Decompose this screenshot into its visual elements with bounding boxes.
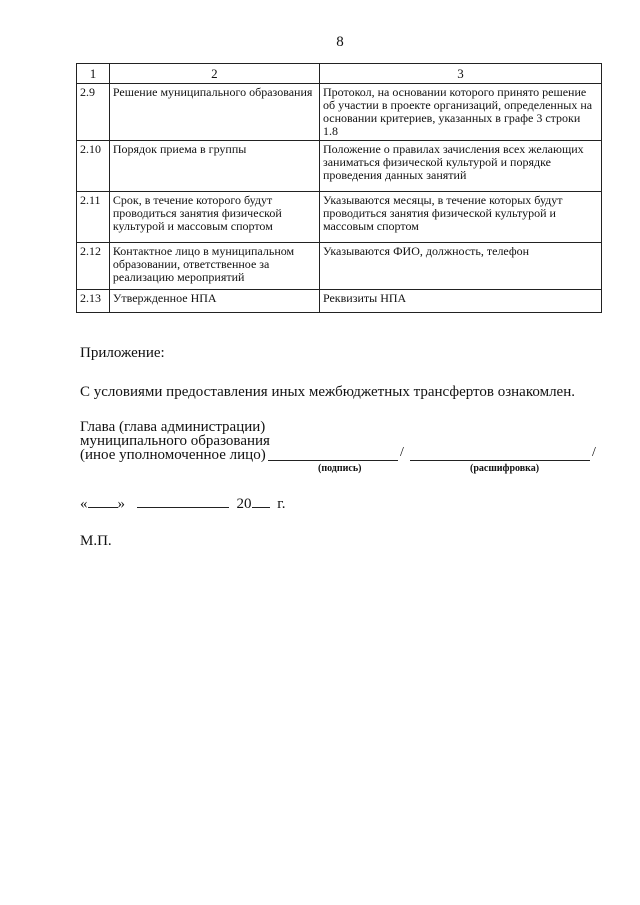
year-field[interactable]	[252, 495, 270, 508]
signatory-line: Глава (глава администрации)	[80, 419, 266, 435]
page-number: 8	[336, 34, 344, 50]
table-row	[77, 290, 602, 313]
row-number: 2.9	[77, 84, 110, 141]
signatory-title	[80, 420, 270, 462]
year-suffix: г.	[277, 496, 286, 512]
signature-field[interactable]	[268, 448, 398, 461]
stamp-placeholder: М.П.	[80, 533, 112, 549]
row-value: Протокол, на основании которого принято решение об участии в проекте организаций, определенных на основании критериев, указанных в графе 3 строки 1.8	[319, 84, 601, 141]
column-header: 3	[319, 64, 601, 84]
column-header: 2	[109, 64, 319, 84]
row-value: Указываются месяцы, в течение которых будут проводиться занятия физической культурой и массовым спортом	[319, 192, 601, 243]
table-header-row	[77, 64, 602, 84]
signature-caption: (подпись)	[318, 463, 362, 474]
row-name: Срок, в течение которого будут проводиться занятия физической культурой и массовым спортом	[109, 192, 319, 243]
separator-slash: /	[400, 445, 404, 460]
table-row	[77, 192, 602, 243]
row-number: 2.11	[77, 192, 110, 243]
row-number: 2.10	[77, 141, 110, 192]
acknowledgement-statement: С условиями предоставления иных межбюджетных трансфертов ознакомлен.	[80, 384, 575, 400]
decoding-caption: (расшифровка)	[470, 463, 540, 474]
requirements-table	[76, 63, 602, 313]
row-number: 2.12	[77, 243, 110, 290]
signatory-line: (иное уполномоченное лицо)	[80, 447, 266, 463]
table-row	[77, 141, 602, 192]
row-value: Реквизиты НПА	[319, 290, 601, 313]
row-number: 2.13	[77, 290, 110, 313]
month-field[interactable]	[137, 495, 229, 508]
table-row	[77, 243, 602, 290]
column-header: 1	[77, 64, 110, 84]
name-decoding-field[interactable]	[410, 448, 590, 461]
row-name: Порядок приема в группы	[109, 141, 319, 192]
year-prefix: 20	[236, 496, 252, 512]
row-value: Указываются ФИО, должность, телефон	[319, 243, 601, 290]
signatory-line: муниципального образования	[80, 433, 270, 449]
date-open-quote: «	[80, 496, 88, 512]
date-close-quote: »	[117, 496, 125, 512]
appendix-label: Приложение:	[80, 345, 165, 361]
row-name: Контактное лицо в муниципальном образовании, ответственное за реализацию мероприятий	[109, 243, 319, 290]
separator-slash: /	[592, 445, 596, 460]
date-line	[80, 495, 285, 513]
row-name: Утвержденное НПА	[109, 290, 319, 313]
row-name: Решение муниципального образования	[109, 84, 319, 141]
row-value: Положение о правилах зачисления всех желающих заниматься физической культурой и порядке проведения данных занятий	[319, 141, 601, 192]
table-row	[77, 84, 602, 141]
day-field[interactable]	[88, 495, 118, 508]
